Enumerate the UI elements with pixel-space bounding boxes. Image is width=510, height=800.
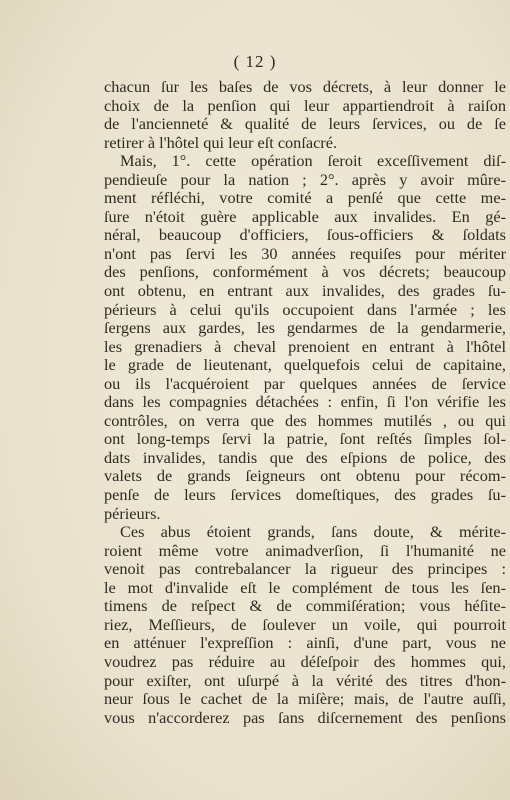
text-line: le mot d'invalide eſt le complément de tous les ſen- bbox=[104, 578, 506, 597]
text-line: timens de reſpect & de commiſération; vous héſite- bbox=[104, 597, 506, 616]
text-line: ment réfléchi, votre comité a penſé que cette me- bbox=[104, 189, 506, 208]
text-line: périeurs. bbox=[104, 504, 161, 523]
text-line: n'ont pas ſervi les 30 années requiſes pour mériter bbox=[104, 244, 506, 263]
text-line: les grenadiers à cheval prenoient en entrant à l'hôtel bbox=[104, 337, 506, 356]
text-line: riez, Meſſieurs, de ſoulever un voile, qui pourroit bbox=[104, 615, 506, 634]
text-line: voudrez pas réduire au déſeſpoir des hommes qui, bbox=[104, 652, 506, 671]
text-line: de l'ancienneté & qualité de leurs ſervices, ou de ſe bbox=[104, 115, 506, 134]
text-line: vous n'accorderez pas ſans diſcernement des penſions bbox=[104, 708, 506, 727]
text-line: Ces abus étoient grands, ſans doute, & mérite- bbox=[120, 523, 506, 542]
text-line: dats invalides, tandis que des eſpions de police, des bbox=[104, 448, 506, 467]
text-line: penſe de leurs ſervices domeſtiques, des grades ſu- bbox=[104, 486, 506, 505]
page-number: ( 12 ) bbox=[233, 52, 277, 71]
text-line: contrôles, on verra que des hommes mutilés , ou qui bbox=[104, 411, 506, 430]
text-line: dans les compagnies détachées : enfin, ſi l'on vérifie les bbox=[104, 393, 506, 412]
text-line: neur ſous le cachet de la miſère; mais, de l'autre auſſi, bbox=[104, 690, 506, 709]
text-line: en atténuer l'expreſſion : ainſi, d'une part, vous ne bbox=[104, 634, 506, 653]
text-line: pendieuſe pour la nation ; 2°. après y avoir mûre- bbox=[104, 170, 506, 189]
text-line: néral, beaucoup d'officiers, ſous-officiers & ſoldats bbox=[104, 226, 506, 245]
text-line: valets de grands ſeigneurs ont obtenu pour récom- bbox=[104, 467, 506, 486]
text-line: ont long-temps ſervi la patrie, ſont reſtés ſimples ſol- bbox=[104, 430, 506, 449]
body-text bbox=[104, 78, 506, 727]
text-line: choix de la penſion qui leur appartiendroit à raiſon bbox=[104, 96, 506, 115]
text-line: retirer à l'hôtel qui leur eſt conſacré. bbox=[104, 133, 338, 152]
text-line: venoit pas contrebalancer la rigueur des principes : bbox=[104, 560, 506, 579]
text-line: périeurs à celui qu'ils occupoient dans l'armée ; les bbox=[104, 300, 506, 319]
text-line: ou ils l'acquéroient par quelques années de ſervice bbox=[104, 374, 506, 393]
text-line: Mais, 1°. cette opération ſeroit exceſſivement diſ- bbox=[120, 152, 506, 171]
text-line: pour exiſter, ont uſurpé à la vérité des titres d'hon- bbox=[104, 671, 506, 690]
text-line: ſure n'étoit guère applicable aux invalides. En gé- bbox=[104, 207, 506, 226]
text-line: le grade de lieutenant, quelquefois celui de capitaine, bbox=[104, 356, 506, 375]
text-line: chacun ſur les baſes de vos décrets, à leur donner le bbox=[104, 78, 506, 96]
text-line: roient même votre animadverſion, ſi l'humanité ne bbox=[104, 541, 506, 560]
text-line: ont obtenu, en entrant aux invalides, des grades ſu- bbox=[104, 282, 506, 301]
text-line: des penſions, conformément à vos décrets; beaucoup bbox=[104, 263, 506, 282]
text-line: ſergens aux gardes, les gendarmes de la gendarmerie, bbox=[104, 319, 506, 338]
